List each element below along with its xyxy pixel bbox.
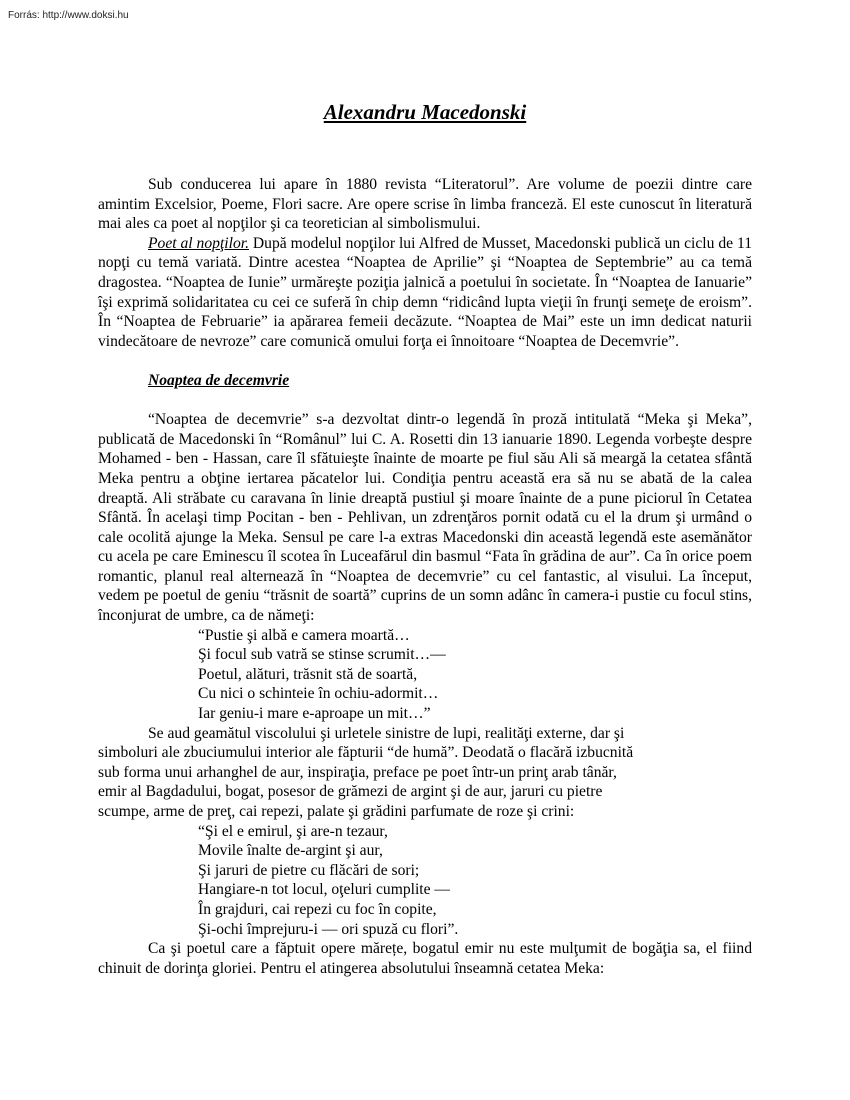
verse-block-2 xyxy=(98,822,752,940)
paragraph-text: După modelul nopţilor lui Alfred de Musset, Macedonski publică un ciclu de 11 nopţi cu temă variată. Dintre acestea “Noaptea de Aprilie” şi “Noaptea de Septembrie” au ca temă dragostea. “Noaptea de Iunie” urmăreşte poziţia jalnică a poetului în societate. În “Noaptea de Ianuarie” îşi exprimă solidaritatea cu cei ce suferă în chip demn “ridicând lupta vieţii în frunţi semeţe de eroism”. În “Noaptea de Februarie” ia apărarea femeii decăzute. “Noaptea de Mai” este un imn dedicat naturii vindecătoare de nevroze” care comunică omului forţa ei înnoitoare “Noaptea de Decemvrie”. xyxy=(98,234,752,350)
page-title: Alexandru Macedonski xyxy=(323,100,527,124)
paragraph-line: scumpe, arme de preţ, cai repezi, palate şi grădini parfumate de roze şi crini: xyxy=(98,803,575,820)
paragraph-line: Se aud geamătul viscolului şi urletele sinistre de lupi, realităţi externe, dar şi xyxy=(148,724,625,742)
paragraph-emir: Ca şi poetul care a făptuit opere mărețe, bogatul emir nu este mulţumit de bogăţia sa, el fiind chinuit de dorinţa gloriei. Pentru el atingerea absolutului înseamnă cetatea Meka: xyxy=(98,940,752,977)
verse-line: “Pustie şi albă e camera moartă… xyxy=(198,626,410,644)
verse-line: În grajduri, cai repezi cu foc în copite, xyxy=(198,900,437,918)
paragraph-vision xyxy=(98,724,752,822)
verse-line: Şi-ochi împrejuru-i — ori spuză cu flori”. xyxy=(198,920,459,938)
verse-line: Movile înalte de-argint şi aur, xyxy=(198,842,383,860)
paragraph-line: sub forma unui arhanghel de aur, inspiraţia, preface pe poet într-un prinţ arab tânăr, xyxy=(98,763,617,781)
paragraph-line: simboluri ale zbuciumului interior ale făpturii “de humă”. Deodată o flacără izbucnită xyxy=(98,744,634,762)
section-heading xyxy=(98,371,752,391)
verse-line: “Şi el e emirul, şi are-n tezaur, xyxy=(198,822,388,840)
verse-line: Hangiare-n tot locul, oţeluri cumplite — xyxy=(198,881,451,899)
section-heading-text: Noaptea de decemvrie xyxy=(148,371,290,389)
verse-line: Poetul, alături, trăsnit stă de soartă, xyxy=(198,665,418,683)
source-label: Forrás: http://www.doksi.hu xyxy=(8,10,129,21)
inline-heading: Poet al nopţilor. xyxy=(148,234,249,252)
paragraph-line: emir al Bagdadului, bogat, posesor de grămezi de argint şi de aur, jaruri cu pietre xyxy=(98,783,603,801)
verse-line: Şi focul sub vatră se stinse scrumit…— xyxy=(198,646,446,664)
verse-line: Şi jaruri de pietre cu flăcări de sori; xyxy=(198,861,420,879)
paragraph-legend: “Noaptea de decemvrie” s-a dezvoltat dintr-o legendă în proză intitulată “Meka şi Meka”, publicată de Macedonski în “Românul” lui C. A. Rosetti din 13 ianuarie 1890. Legenda vorbeşte despre Mohamed - ben - Hassan, care îl sfătuieşte înainte de moarte pe fiul său Ali să meargă la cetatea sfântă Meka pentru a obţine iertarea păcatelor lui. Condiţia pentru această era să nu se abată de la calea dreaptă. Ali străbate cu caravana în linie dreaptă pustiul şi moare înainte de a pune piciorul în Cetatea Sfântă. În acelaşi timp Pocitan - ben - Pehlivan, un zdrenţăros pornit odată cu el la drum şi urmând o cale ocolită ajunge la Meka. Sensul pe care l-a extras Macedonski din această legendă este asemănător cu acela pe care Eminescu îl scotea în Luceafărul din basmul “Fata în grădina de aur”. Ca în orice poem romantic, planul real alternează în “Noaptea de decemvrie” cu cel fantastic, al visului. La început, vedem pe poetul de geniu “trăsnit de soartă” cuprins de un somn adânc în camera-i pustie cu focul stins, înconjurat de umbre, ca de nămeţi: xyxy=(98,411,752,625)
document-body xyxy=(98,175,752,978)
verse-block-1 xyxy=(98,626,752,724)
verse-line: Iar geniu-i mare e-aproape un mit…” xyxy=(198,705,431,723)
paragraph-poet-al-noptilor xyxy=(98,234,752,352)
verse-line: Cu nici o schinteie în ochiu-adormit… xyxy=(198,685,439,703)
paragraph-intro: Sub conducerea lui apare în 1880 revista “Literatorul”. Are volume de poezii dintre care amintim Excelsior, Poeme, Flori sacre. Are opere scrise în limba franceză. El este cunoscut în literatură mai ales ca poet al nopţilor şi ca teoretician al simbolismului. xyxy=(98,176,752,233)
